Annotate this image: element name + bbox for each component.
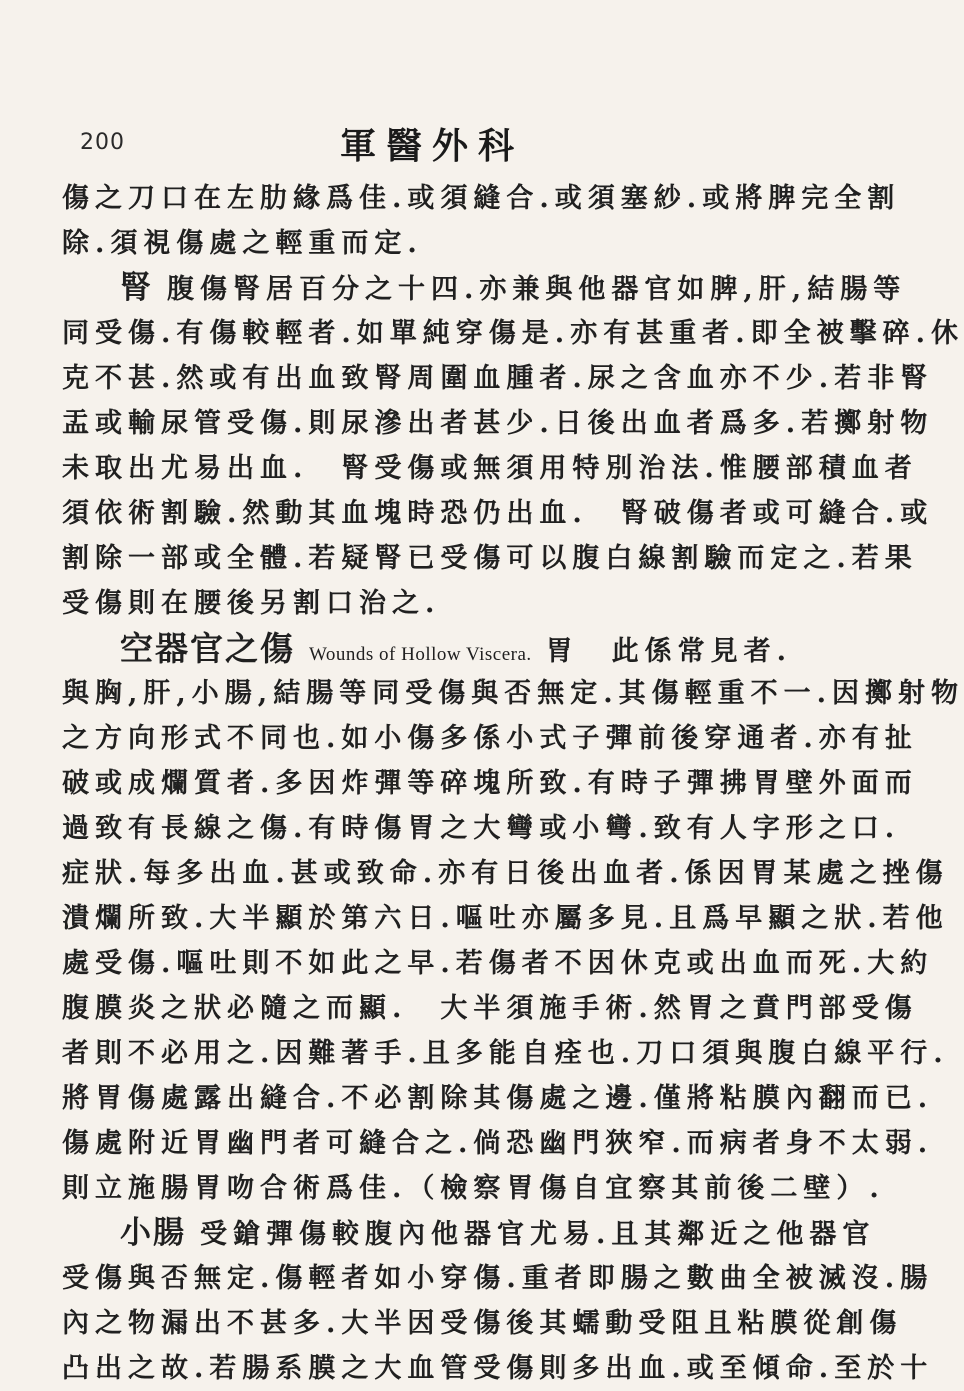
text-line (62, 806, 901, 851)
text-line (62, 176, 901, 221)
text-line (62, 581, 768, 626)
section-heading-kidney: 腎 (120, 270, 153, 306)
text-line (62, 716, 918, 761)
section-line-small-intestine (62, 1211, 876, 1256)
text-line (62, 1031, 949, 1076)
text-line (62, 896, 949, 941)
line-text: 同受傷.有傷較輕者.如單純穿傷是.亦有甚重者.即全被擊碎.休 (62, 318, 964, 349)
english-term: Wounds of Hollow Viscera. (309, 644, 532, 665)
line-text: 除.須視傷處之輕重而定. (62, 228, 423, 259)
line-text: 克不甚.然或有出血致腎周圍血腫者.尿之含血亦不少.若非腎 (62, 363, 934, 394)
text-line (62, 221, 768, 266)
line-text: 傷之刀口在左肋緣爲佳.或須縫合.或須塞紗.或將脾完全割 (62, 183, 901, 214)
section-line-kidney (62, 266, 907, 311)
line-text: 須依術割驗.然動其血塊時恐仍出血. 腎破傷者或可縫合.或 (62, 498, 934, 529)
line-text: 傷處附近胃幽門者可縫合之.倘恐幽門狹窄.而病者身不太弱. (62, 1128, 934, 1159)
text-line (62, 536, 918, 581)
body-text (62, 176, 964, 1391)
line-text: 將胃傷處露出縫合.不必割除其傷處之邊.僅將粘膜內翻而已. (62, 1083, 934, 1114)
text-line (62, 941, 934, 986)
text-line (62, 311, 964, 356)
line-text: 潰爛所致.大半顯於第六日.嘔吐亦屬多見.且爲早顯之狀.若他 (62, 903, 949, 934)
text-line (62, 356, 934, 401)
line-text: 症狀.每多出血.甚或致命.亦有日後出血者.係因胃某處之挫傷 (62, 858, 949, 889)
section-line-hollow-viscera (62, 626, 793, 671)
text-line (62, 986, 918, 1031)
text-line (62, 1121, 934, 1166)
line-text: 割除一部或全體.若疑腎已受傷可以腹白線割驗而定之.若果 (62, 543, 918, 574)
line-text: 與胸,肝,小腸,結腸等同受傷與否無定.其傷輕重不一.因擲射物 (62, 678, 964, 709)
line-text: 過致有長線之傷.有時傷胃之大彎或小彎.致有人字形之口. (62, 813, 901, 844)
line-text: 胃 此係常見者. (545, 636, 793, 667)
text-line (62, 1301, 903, 1346)
line-text: 腹傷腎居百分之十四.亦兼與他器官如脾,肝,結腸等 (167, 274, 907, 305)
line-text: 受傷則在腰後另割口治之. (62, 588, 441, 619)
text-line (62, 851, 949, 896)
text-line (62, 1346, 934, 1391)
page-number: 200 (80, 130, 125, 155)
running-header (0, 108, 801, 167)
text-line (62, 401, 934, 446)
text-line (62, 1256, 934, 1301)
line-text: 之方向形式不同也.如小傷多係小式子彈前後穿通者.亦有扯 (62, 723, 918, 754)
line-text: 內之物漏出不甚多.大半因受傷後其蠕動受阻且粘膜從創傷 (62, 1308, 903, 1339)
text-line (62, 1076, 934, 1121)
line-text: 則立施腸胃吻合術爲佳.（檢察胃傷自宜察其前後二壁）. (62, 1173, 885, 1204)
text-line (62, 761, 918, 806)
line-text: 受傷與否無定.傷輕者如小穿傷.重者即腸之數曲全被滅沒.腸 (62, 1263, 934, 1294)
text-line (62, 1166, 885, 1211)
line-text: 者則不必用之.因難著手.且多能自痊也.刀口須與腹白線平行. (62, 1038, 949, 1069)
text-line (62, 446, 918, 491)
line-text: 未取出尤易出血. 腎受傷或無須用特別治法.惟腰部積血者 (62, 453, 918, 484)
line-text: 凸出之故.若腸系膜之大血管受傷則多出血.或至傾命.至於十 (62, 1353, 934, 1384)
line-text: 受鎗彈傷較腹內他器官尤易.且其鄰近之他器官 (200, 1219, 876, 1250)
line-text: 腹膜炎之狀必隨之而顯. 大半須施手術.然胃之賁門部受傷 (62, 993, 918, 1024)
book-title: 軍醫外科 (340, 125, 525, 167)
section-heading-hollow-viscera: 空器官之傷 (120, 629, 295, 668)
text-line (62, 491, 934, 536)
line-text: 破或成爛質者.多因炸彈等碎塊所致.有時子彈拂胃壁外面而 (62, 768, 918, 799)
line-text: 處受傷.嘔吐則不如此之早.若傷者不因休克或出血而死.大約 (62, 948, 934, 979)
section-heading-small-intestine: 小腸 (120, 1215, 186, 1251)
text-line (62, 671, 964, 716)
line-text: 盂或輸尿管受傷.則尿滲出者甚少.日後出血者爲多.若擲射物 (62, 408, 934, 439)
